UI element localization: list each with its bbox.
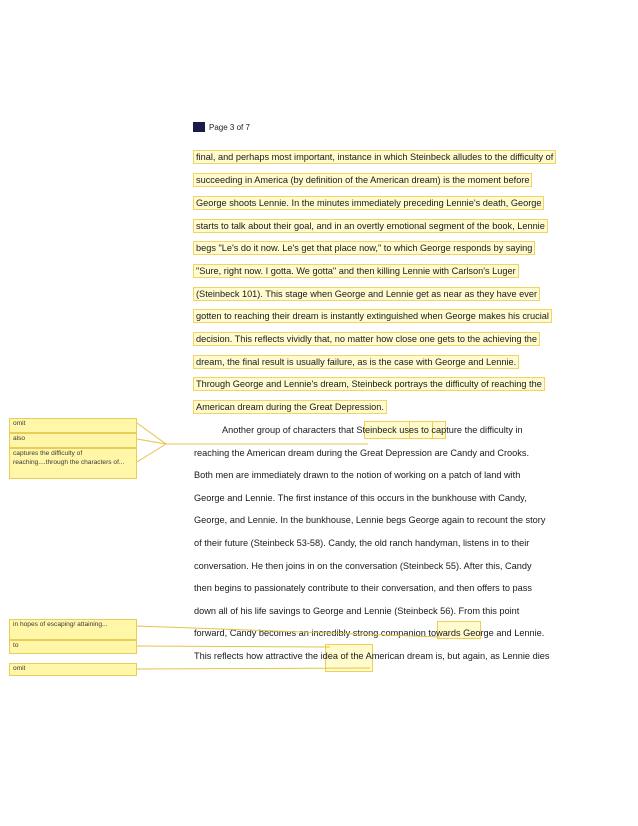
connector-line: [137, 626, 440, 637]
connector-line: [137, 444, 166, 462]
text-line: down all of his life savings to George and Lennie (Steinbeck 56). From this point: [194, 606, 520, 616]
text-line: (Steinbeck 101). This stage when George and Lennie get as near as they have ever: [196, 289, 538, 299]
text-line: final, and perhaps most important, instance in which Steinbeck alludes to the difficulty of: [196, 152, 554, 162]
text-line: gotten to reaching their dream is instantly extinguished when George makes his crucial: [196, 311, 549, 321]
text-line: reaching the American dream during the Great Depression are Candy and Crooks.: [194, 448, 530, 458]
text-line: starts to talk about their goal, and in an overtly emotional segment of the book, Lennie: [196, 221, 545, 231]
text-line: decision. This reflects vividly that, no matter how close one gets to the achieving the: [196, 334, 537, 344]
text-line: American dream during the Great Depression.: [196, 402, 384, 412]
text-line: George and Lennie. The first instance of this occurs in the bunkhouse with Candy,: [194, 493, 527, 503]
text-line: begs "Le's do it now. Le's get that place now," to which George responds by saying: [196, 243, 533, 253]
text-line: "Sure, right now. I gotta. We gotta" and then killing Lennie with Carlson's Luger: [196, 266, 516, 276]
connector-line: [137, 668, 370, 669]
text-line: George shoots Lennie. In the minutes immediately preceding Lennie's death, George: [196, 198, 542, 208]
comment-omit-2[interactable]: omit: [9, 663, 137, 676]
text-line: George, and Lennie. In the bunkhouse, Lennie begs George again to recount the story: [194, 515, 546, 525]
page-number-label: Page 3 of 7: [209, 122, 250, 132]
text-line: dream, the final result is usually failure, as is the case with George and Lennie.: [196, 357, 517, 367]
comment-in-hopes[interactable]: in hopes of escaping/ attaining...: [9, 619, 137, 640]
text-line: This reflects how attractive the idea of the American dream is, but again, as Lennie dies: [194, 651, 550, 661]
text-line: of their future (Steinbeck 53-58). Candy, the old ranch handyman, listens in to their: [194, 538, 530, 548]
comment-omit[interactable]: omit: [9, 418, 137, 433]
comment-captures[interactable]: captures the difficulty of reaching....through the characters of...: [9, 448, 137, 479]
connector-line: [137, 646, 330, 647]
text-line: Through George and Lennie's dream, Steinbeck portrays the difficulty of reaching the: [196, 379, 542, 389]
text-line: Both men are immediately drawn to the notion of working on a patch of land with: [194, 470, 521, 480]
comment-also[interactable]: also: [9, 433, 137, 448]
text-line: succeeding in America (by definition of the American dream) is the moment before: [196, 175, 530, 185]
text-line: then begins to passionately contribute to their conversation, and then offers to pass: [194, 583, 532, 593]
connector-line: [137, 423, 166, 444]
text-line: Another group of characters that Steinbeck uses to capture the difficulty in: [222, 425, 523, 435]
text-line: conversation. He then joins in on the conversation (Steinbeck 55). After this, Candy: [194, 561, 532, 571]
connector-line: [137, 439, 166, 444]
text-line: forward, Candy becomes an incredibly strong companion towards George and Lennie.: [194, 628, 545, 638]
comment-to[interactable]: to: [9, 640, 137, 654]
